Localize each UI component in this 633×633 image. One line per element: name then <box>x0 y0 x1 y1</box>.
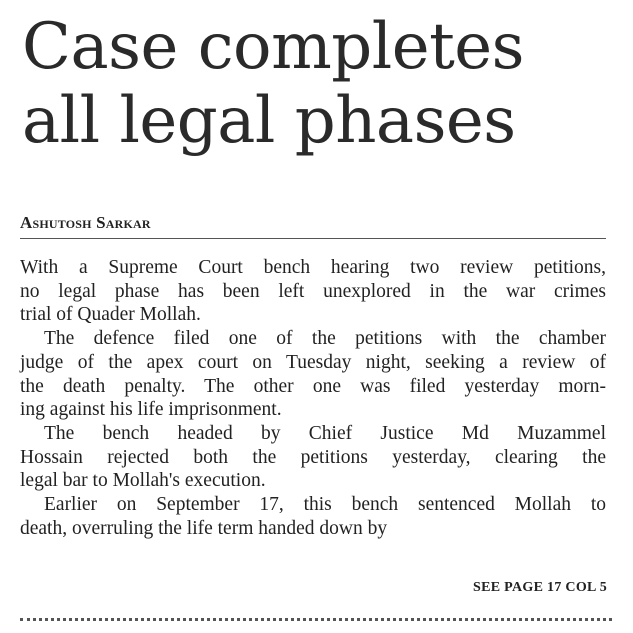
byline: Ashutosh Sarkar <box>20 213 151 232</box>
continuation-note[interactable]: SEE PAGE 17 COL 5 <box>473 580 607 595</box>
text-line: trial of Quader Mollah. <box>20 304 201 326</box>
headline-line-2: all legal phases <box>22 84 516 158</box>
text-line: judge of the apex court on Tuesday night, seeking a review of <box>20 351 606 373</box>
text-line: The bench headed by Chief Justice Md Muzammel <box>44 422 606 444</box>
paragraph-4 <box>20 493 606 540</box>
text-line: With a Supreme Court bench hearing two review petitions, <box>20 257 606 278</box>
text-line: Hossain rejected both the petitions yesterday, clearing the <box>20 446 606 468</box>
headline-line-1: Case completes <box>22 10 524 84</box>
text-line: the death penalty. The other one was filed yesterday morn- <box>20 375 606 397</box>
paragraph-3 <box>20 422 606 493</box>
text-line: The defence filed one of the petitions with the chamber <box>44 328 606 350</box>
paragraph-2 <box>20 327 606 422</box>
text-line: ing against his life imprisonment. <box>20 399 282 421</box>
text-line: legal bar to Mollah's execution. <box>20 470 266 492</box>
article-body <box>20 256 606 540</box>
text-line: death, overruling the life term handed down by <box>20 517 388 539</box>
byline-rule <box>20 238 606 239</box>
dotted-divider <box>20 618 612 621</box>
text-line: Earlier on September 17, this bench sentenced Mollah to <box>44 494 606 516</box>
headline <box>22 10 622 158</box>
paragraph-1 <box>20 256 606 327</box>
text-line: no legal phase has been left unexplored in the war crimes <box>20 280 606 302</box>
